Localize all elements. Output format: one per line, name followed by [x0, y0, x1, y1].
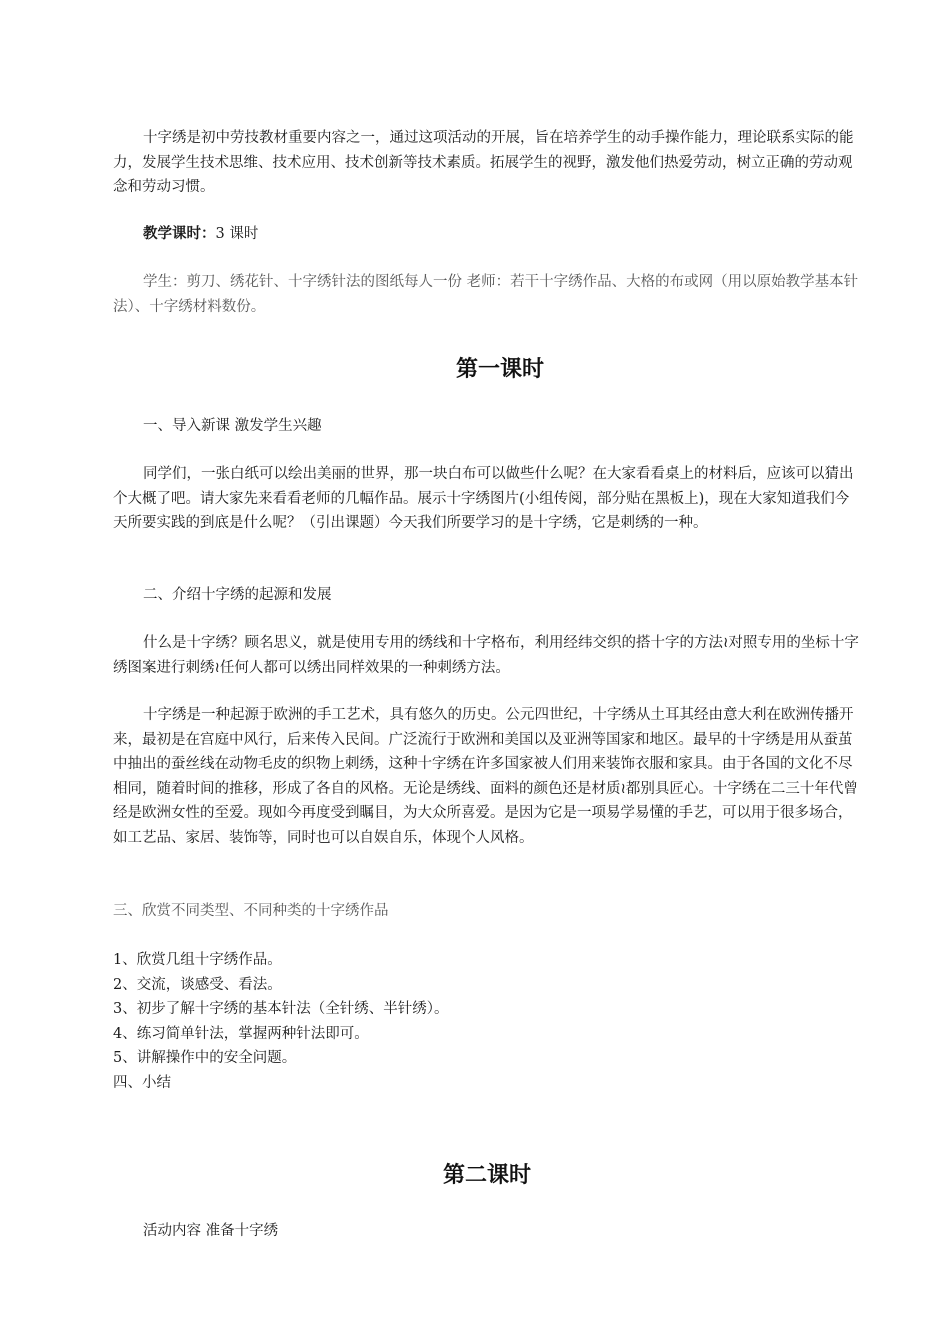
teaching-hours-label: 教学课时：: [143, 225, 216, 242]
teaching-hours-value: 3 课时: [215, 226, 259, 242]
list-item: 1、欣赏几组十字绣作品。: [113, 952, 282, 968]
list-item: 2、交流，谈感受、看法。: [113, 976, 282, 993]
activity-list: [113, 948, 863, 1095]
materials-paragraph: 学生：剪刀、绣花针、十字绣针法的图纸每人一份 老师：若干十字绣作品、大格的布或网（用以原始教学基本针法）、十字绣材料数份。: [113, 274, 859, 315]
section1-heading: 一、导入新课 激发学生兴趣: [143, 418, 322, 434]
intro-paragraph: 十字绣是初中劳技教材重要内容之一，通过这项活动的开展，旨在培养学生的动手操作能力，理论联系实际的能力，发展学生技术思维、技术应用、技术创新等技术素质。拓展学生的视野，激发他们热爱劳动，树立正确的劳动观念和劳动习惯。: [113, 130, 854, 195]
section3-heading: 三、欣赏不同类型、不同种类的十字绣作品: [113, 903, 389, 919]
summary-heading: 四、小结: [113, 1074, 171, 1091]
lesson2-title: 第二课时: [442, 1163, 531, 1188]
section2-text-history: 十字绣是一种起源于欧洲的手工艺术，具有悠久的历史。公元四世纪，十字绣从土耳其经由意大利在欧洲传播开来，最初是在宫庭中风行，后来传入民间。广泛流行于欧洲和美国以及亚洲等国家和地区。最早的十字绣是用从蚕茧中抽出的蚕丝线在动物毛皮的织物上刺绣，这种十字绣在许多国家被人们用来装饰衣服和家具。由于各国的文化不尽相同，随着时间的推移，形成了各自的风格。无论是绣线、面料的颜色还是材质≀都别具匠心。十字绣在二三十年代曾经是欧洲女性的至爱。现如今再度受到瞩目，为大众所喜爱。是因为它是一项易学易懂的手艺，可以用于很多场合，如工艺品、家居、装饰等，同时也可以自娱自乐，体现个人风格。: [113, 707, 858, 846]
section2-text-definition: 什么是十字绣？顾名思义，就是使用专用的绣线和十字格布，利用经纬交织的搭十字的方法≀对照专用的坐标十字绣图案进行刺绣≀任何人都可以绣出同样效果的一种刺绣方法。: [113, 635, 859, 676]
list-item: 5、讲解操作中的安全问题。: [113, 1050, 297, 1066]
section1-text: 同学们，一张白纸可以绘出美丽的世界，那一块白布可以做些什么呢？在大家看看桌上的材料后，应该可以猜出个大概了吧。请大家先来看看老师的几幅作品。展示十字绣图片(小组传阅，部分贴在黑板上)，现在大家知道我们今天所要实践的到底是什么呢？（引出课题）今天我们所要学习的是十字绣，它是刺绣的一种。: [113, 466, 854, 531]
lesson2-activity-line: 活动内容 准备十字绣: [143, 1223, 279, 1239]
list-item: 3、初步了解十字绣的基本针法（全针绣、半针绣）。: [113, 1001, 449, 1017]
section2-heading: 二、介绍十字绣的起源和发展: [143, 587, 332, 603]
teaching-hours: [113, 222, 863, 247]
list-item: 4、练习简单针法，掌握两种针法即可。: [113, 1025, 369, 1042]
lesson1-title: 第一课时: [455, 357, 544, 382]
